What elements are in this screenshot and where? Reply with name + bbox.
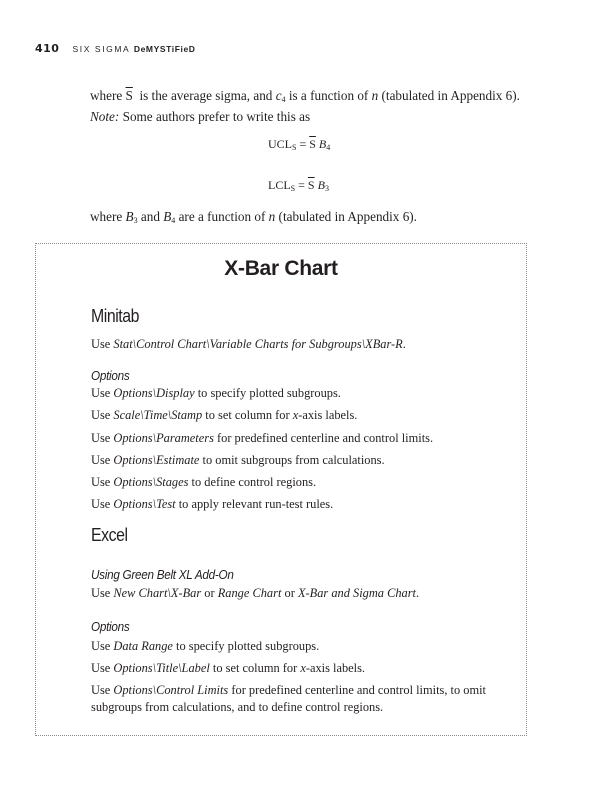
- minitab-option-3: Use Options\Parameters for predefined centerline and control limits.: [91, 431, 434, 445]
- minitab-option-5: Use Options\Stages to define control regions.: [91, 475, 317, 489]
- excel-heading: Excel: [91, 525, 128, 545]
- minitab-heading: Minitab: [91, 306, 139, 326]
- excel-option-1: Use Data Range to specify plotted subgroups.: [91, 639, 320, 653]
- excel-option-2: Use Options\Title\Label to set column for x-axis labels.: [91, 661, 365, 675]
- excel-option-3: Use Options\Control Limits for predefined centerline and control limits, to omit subgroups from calculations, and to define control regions.: [91, 683, 486, 714]
- xbar-chart-box: [35, 243, 527, 736]
- note-label: Note:: [90, 109, 120, 124]
- excel-use-line: Use New Chart\X-Bar or Range Chart or X-Bar and Sigma Chart.: [91, 586, 420, 600]
- lcl-formula: $LCL_S = \overline{S}$ $B_3$: [268, 178, 329, 193]
- minitab-options-heading: Options: [91, 368, 130, 383]
- minitab-option-4: Use Options\Estimate to omit subgroups from calculations.: [91, 453, 385, 467]
- running-head: [35, 42, 196, 55]
- excel-options-heading: Options: [91, 619, 130, 634]
- ucl-formula: $UCL_S = \overline{S}$ $B_4$: [268, 137, 331, 152]
- s-bar-symbol: $\overline{S}$: [125, 88, 133, 103]
- page-number: 410: [35, 42, 60, 55]
- minitab-use-line: Use Stat\Control Chart\Variable Charts for Subgroups\XBar-R.: [91, 337, 406, 351]
- box-title: X-Bar Chart: [224, 257, 338, 280]
- minitab-option-2: Use Scale\Time\Stamp to set column for x-axis labels.: [91, 408, 358, 422]
- intro-paragraph: where $\overline{S}$ is the average sigma, and $c_4$ is a function of n (tabulated in Appendix 6). Note: Some authors prefer to write this as: [90, 88, 520, 124]
- excel-addon-heading: Using Green Belt XL Add-On: [91, 567, 234, 582]
- after-formula-text: where $B_3$ and $B_4$ are a function of n (tabulated in Appendix 6).: [90, 209, 417, 225]
- minitab-option-6: Use Options\Test to apply relevant run-test rules.: [91, 497, 334, 511]
- book-series: SIX SIGMA DeMYSTiFieD: [72, 44, 196, 54]
- minitab-option-1: Use Options\Display to specify plotted subgroups.: [91, 386, 341, 400]
